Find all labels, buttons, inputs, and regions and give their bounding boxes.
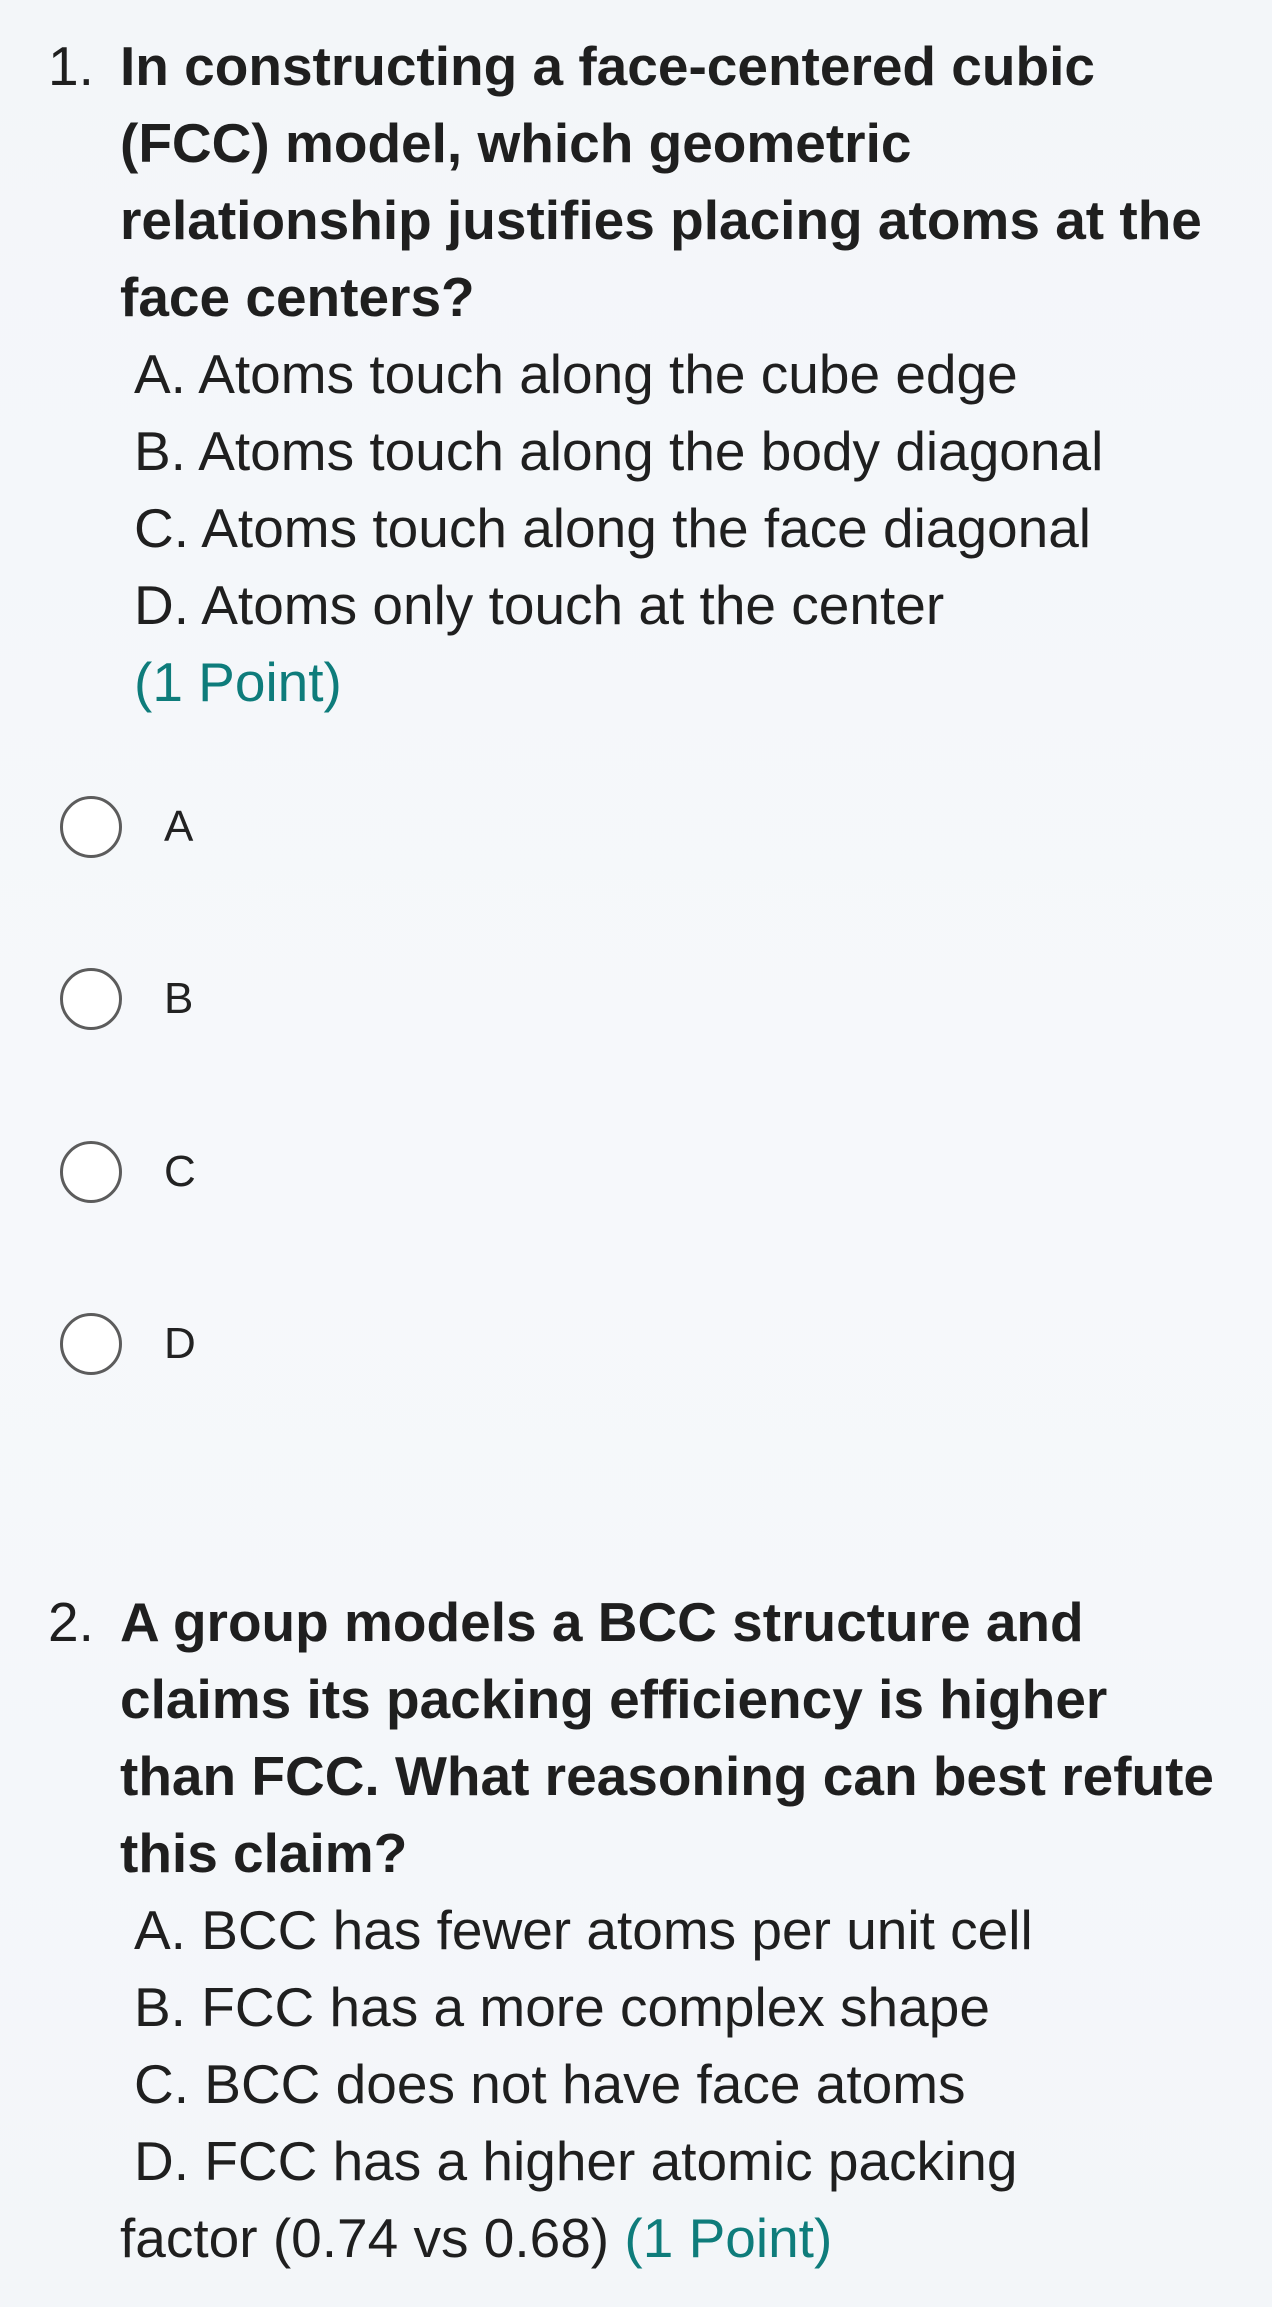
radio-option-d[interactable] — [60, 1313, 460, 1385]
question-2 — [48, 1584, 1248, 2284]
question-1 — [48, 28, 1248, 728]
radio-circle-icon[interactable] — [60, 1313, 122, 1375]
question-number: 1. — [48, 35, 94, 97]
question-text: A group models a BCC structure and claims its packing efficiency is higher than FCC. What reasoning can best refute this claim? — [120, 1591, 1215, 1884]
option-a-text: A. BCC has fewer atoms per unit cell — [134, 1899, 1033, 1961]
points-label: (1 Point) — [134, 651, 342, 713]
option-c-text: C. Atoms touch along the face diagonal — [134, 497, 1092, 559]
radio-option-b[interactable] — [60, 968, 460, 1040]
radio-circle-icon[interactable] — [60, 796, 122, 858]
radio-label[interactable]: A — [164, 802, 194, 851]
option-a-text: A. Atoms touch along the cube edge — [134, 343, 1018, 405]
question-number: 2. — [48, 1591, 94, 1653]
question-text: In constructing a face-centered cubic (FCC) model, which geometric relationship justifies placing atoms at the face centers? — [120, 35, 1202, 328]
radio-option-a[interactable] — [60, 796, 460, 868]
radio-circle-icon[interactable] — [60, 968, 122, 1030]
radio-circle-icon[interactable] — [60, 1141, 122, 1203]
option-d-text: D. Atoms only touch at the center — [134, 574, 945, 636]
option-b-text: B. Atoms touch along the body diagonal — [134, 420, 1104, 482]
option-continuation-text: factor (0.74 vs 0.68) — [120, 2207, 610, 2269]
radio-label[interactable]: B — [164, 974, 194, 1023]
radio-label[interactable]: D — [164, 1319, 196, 1368]
option-c-text: C. BCC does not have face atoms — [134, 2053, 966, 2115]
option-d-continuation — [120, 2200, 832, 2277]
option-b-text: B. FCC has a more complex shape — [134, 1976, 990, 2038]
option-d-text: D. FCC has a higher atomic packing — [134, 2130, 1018, 2192]
radio-label[interactable]: C — [164, 1147, 196, 1196]
points-label: (1 Point) — [624, 2207, 833, 2269]
radio-option-c[interactable] — [60, 1141, 460, 1213]
